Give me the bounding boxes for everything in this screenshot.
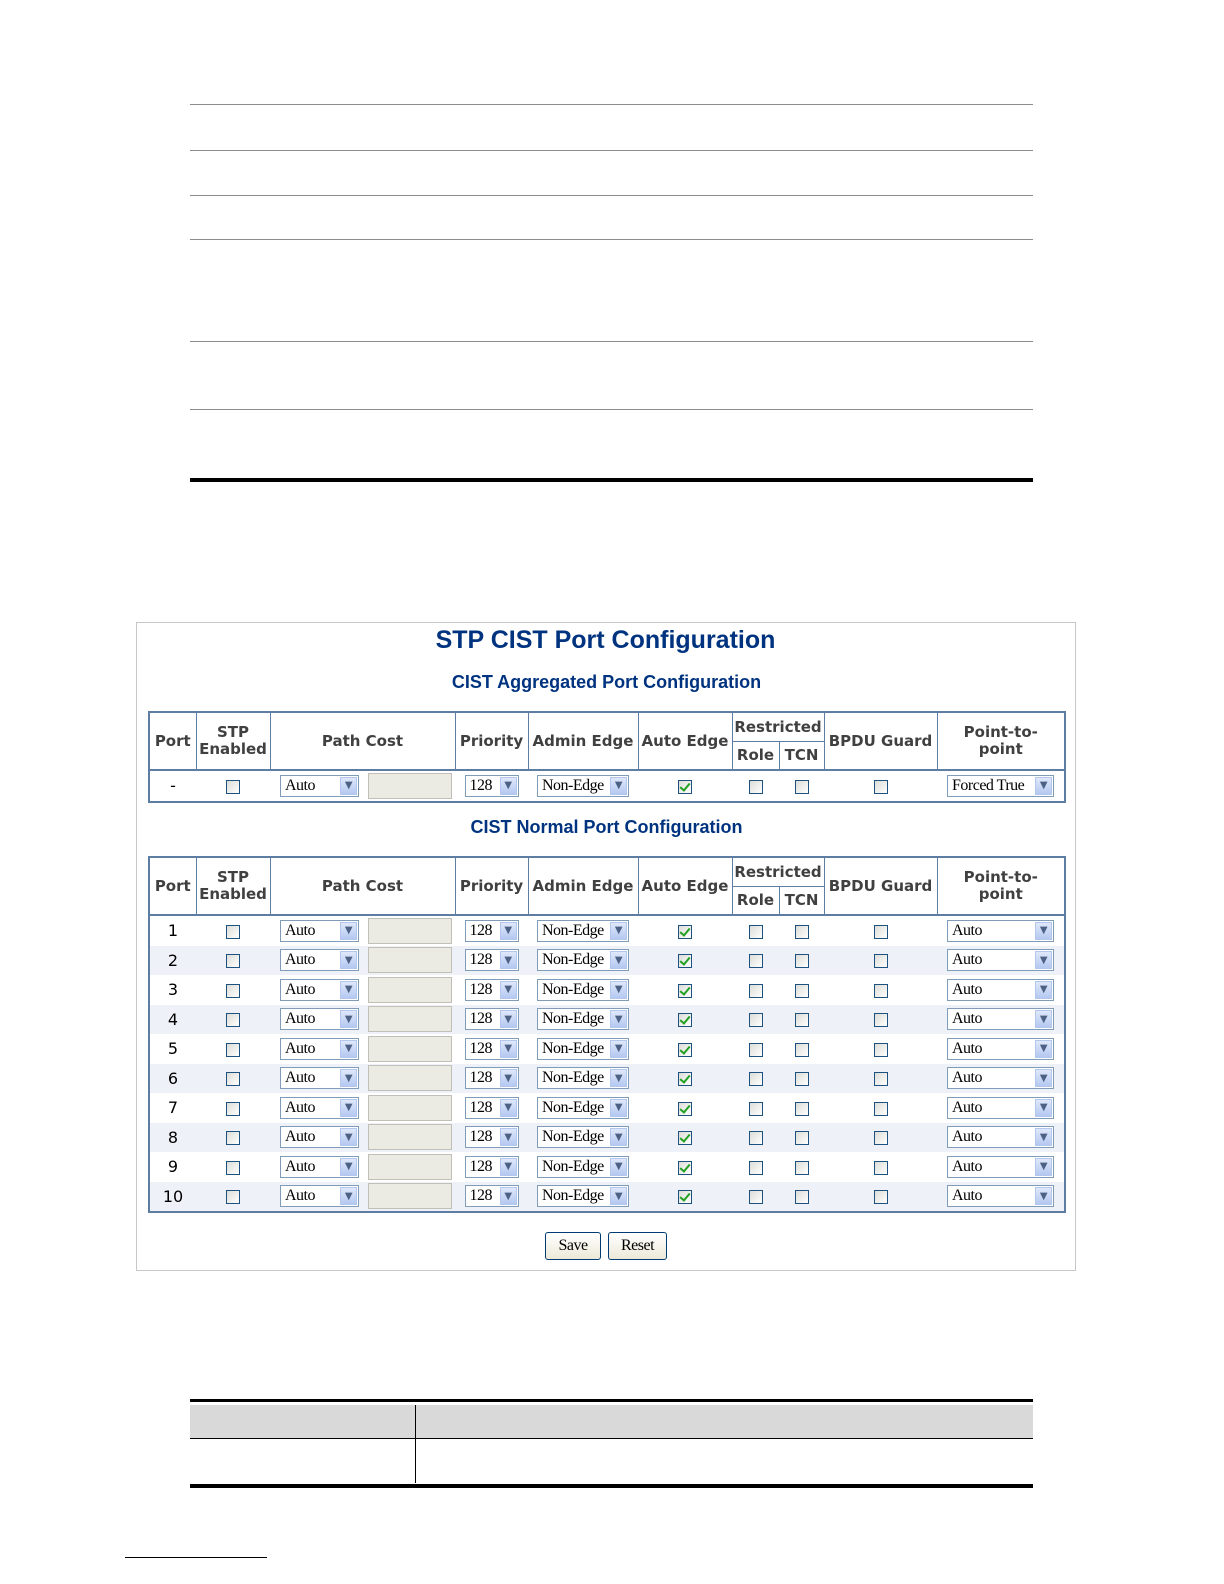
chevron-down-icon[interactable]: ▼ bbox=[1035, 1187, 1052, 1205]
restricted-role-checkbox[interactable] bbox=[749, 1190, 763, 1204]
col-admin-edge: Admin Edge bbox=[528, 712, 638, 770]
admin-edge-select[interactable]: Non-Edge ▼ bbox=[537, 1126, 629, 1148]
restricted-role-checkbox[interactable] bbox=[749, 984, 763, 998]
auto-edge-checkbox[interactable] bbox=[678, 1102, 692, 1116]
chevron-down-icon[interactable]: ▼ bbox=[500, 1099, 517, 1117]
stp-enabled-checkbox[interactable] bbox=[226, 1102, 240, 1116]
chevron-down-icon[interactable]: ▼ bbox=[500, 981, 517, 999]
chevron-down-icon[interactable]: ▼ bbox=[610, 981, 627, 999]
point-to-point-select[interactable]: Auto ▼ bbox=[947, 1126, 1054, 1148]
restricted-tcn-checkbox[interactable] bbox=[795, 984, 809, 998]
chevron-down-icon[interactable]: ▼ bbox=[340, 1158, 357, 1176]
chevron-down-icon[interactable]: ▼ bbox=[500, 1128, 517, 1146]
doc-table-header bbox=[190, 1405, 1033, 1438]
restricted-tcn-checkbox[interactable] bbox=[795, 1072, 809, 1086]
path-cost-input[interactable] bbox=[368, 1124, 452, 1150]
bpdu-guard-checkbox[interactable] bbox=[874, 1161, 888, 1175]
col-bpdu-guard: BPDU Guard bbox=[824, 712, 937, 770]
chevron-down-icon[interactable]: ▼ bbox=[610, 1099, 627, 1117]
doc-rule bbox=[190, 195, 1033, 196]
chevron-down-icon[interactable]: ▼ bbox=[340, 981, 357, 999]
path-cost-select[interactable]: Auto ▼ bbox=[280, 920, 359, 942]
chevron-down-icon[interactable]: ▼ bbox=[610, 1187, 627, 1205]
port-number: 9 bbox=[149, 1152, 196, 1182]
path-cost-input[interactable] bbox=[368, 1036, 452, 1062]
col-port: Port bbox=[149, 712, 196, 770]
path-cost-select[interactable]: Auto ▼ bbox=[280, 1156, 359, 1178]
priority-select[interactable]: 128 ▼ bbox=[465, 1008, 519, 1030]
restricted-role-checkbox[interactable] bbox=[749, 1072, 763, 1086]
auto-edge-checkbox[interactable] bbox=[678, 1131, 692, 1145]
col-stp-enabled: STP Enabled bbox=[196, 712, 270, 770]
bpdu-guard-checkbox[interactable] bbox=[874, 1013, 888, 1027]
admin-edge-select[interactable]: Non-Edge ▼ bbox=[537, 949, 629, 971]
col-tcn: TCN bbox=[779, 742, 824, 771]
chevron-down-icon[interactable]: ▼ bbox=[500, 922, 517, 940]
bpdu-guard-checkbox[interactable] bbox=[874, 1102, 888, 1116]
priority-select[interactable]: 128 ▼ bbox=[465, 1185, 519, 1207]
admin-edge-select[interactable]: Non-Edge ▼ bbox=[537, 979, 629, 1001]
restricted-role-checkbox[interactable] bbox=[749, 954, 763, 968]
table-row bbox=[149, 1064, 1065, 1094]
normal-port-table bbox=[148, 856, 1066, 1213]
path-cost-select[interactable]: Auto ▼ bbox=[280, 1067, 359, 1089]
point-to-point-select[interactable]: Forced True ▼ bbox=[947, 775, 1054, 797]
auto-edge-checkbox[interactable] bbox=[678, 1043, 692, 1057]
col-auto-edge: Auto Edge bbox=[638, 857, 732, 915]
table-row bbox=[149, 1093, 1065, 1123]
auto-edge-checkbox[interactable] bbox=[678, 1072, 692, 1086]
restricted-role-checkbox[interactable] bbox=[749, 925, 763, 939]
port-number: 4 bbox=[149, 1005, 196, 1035]
auto-edge-checkbox[interactable] bbox=[678, 984, 692, 998]
chevron-down-icon[interactable]: ▼ bbox=[500, 777, 517, 795]
priority-select[interactable]: 128 ▼ bbox=[465, 1156, 519, 1178]
path-cost-select[interactable]: Auto ▼ bbox=[280, 775, 359, 797]
path-cost-select[interactable]: Auto ▼ bbox=[280, 1038, 359, 1060]
table-row bbox=[149, 1034, 1065, 1064]
table-row bbox=[149, 946, 1065, 976]
path-cost-input[interactable] bbox=[368, 1154, 452, 1180]
chevron-down-icon[interactable]: ▼ bbox=[340, 1069, 357, 1087]
path-cost-select[interactable]: Auto ▼ bbox=[280, 1185, 359, 1207]
restricted-tcn-checkbox[interactable] bbox=[795, 925, 809, 939]
table-row bbox=[149, 1182, 1065, 1213]
stp-enabled-checkbox[interactable] bbox=[226, 925, 240, 939]
chevron-down-icon[interactable]: ▼ bbox=[500, 1069, 517, 1087]
chevron-down-icon[interactable]: ▼ bbox=[340, 951, 357, 969]
chevron-down-icon[interactable]: ▼ bbox=[610, 922, 627, 940]
restricted-tcn-checkbox[interactable] bbox=[795, 780, 809, 794]
doc-rule bbox=[190, 409, 1033, 410]
port-number: 6 bbox=[149, 1064, 196, 1094]
chevron-down-icon[interactable]: ▼ bbox=[340, 1128, 357, 1146]
doc-table-divider bbox=[415, 1405, 416, 1483]
admin-edge-select[interactable]: Non-Edge ▼ bbox=[537, 1067, 629, 1089]
doc-rule bbox=[190, 104, 1033, 105]
port-number: 5 bbox=[149, 1034, 196, 1064]
col-path-cost: Path Cost bbox=[270, 712, 455, 770]
restricted-tcn-checkbox[interactable] bbox=[795, 1131, 809, 1145]
admin-edge-select[interactable]: Non-Edge ▼ bbox=[537, 1038, 629, 1060]
col-port: Port bbox=[149, 857, 196, 915]
path-cost-input[interactable] bbox=[368, 1095, 452, 1121]
path-cost-select[interactable]: Auto ▼ bbox=[280, 979, 359, 1001]
chevron-down-icon[interactable]: ▼ bbox=[500, 951, 517, 969]
stp-enabled-checkbox[interactable] bbox=[226, 984, 240, 998]
path-cost-select[interactable]: Auto ▼ bbox=[280, 1097, 359, 1119]
port-number: 8 bbox=[149, 1123, 196, 1153]
priority-select[interactable]: 128 ▼ bbox=[465, 920, 519, 942]
col-stp-enabled: STP Enabled bbox=[196, 857, 270, 915]
col-restricted: Restricted bbox=[732, 712, 824, 742]
admin-edge-select[interactable]: Non-Edge ▼ bbox=[537, 1008, 629, 1030]
restricted-tcn-checkbox[interactable] bbox=[795, 954, 809, 968]
path-cost-input[interactable] bbox=[368, 947, 452, 973]
chevron-down-icon[interactable]: ▼ bbox=[500, 1010, 517, 1028]
col-bpdu-guard: BPDU Guard bbox=[824, 857, 937, 915]
path-cost-input[interactable] bbox=[368, 1006, 452, 1032]
point-to-point-select[interactable]: Auto ▼ bbox=[947, 949, 1054, 971]
point-to-point-select[interactable]: Auto ▼ bbox=[947, 979, 1054, 1001]
stp-enabled-checkbox[interactable] bbox=[226, 780, 240, 794]
doc-rule bbox=[190, 150, 1033, 151]
bpdu-guard-checkbox[interactable] bbox=[874, 984, 888, 998]
chevron-down-icon[interactable]: ▼ bbox=[340, 1187, 357, 1205]
bpdu-guard-checkbox[interactable] bbox=[874, 954, 888, 968]
stp-enabled-checkbox[interactable] bbox=[226, 1072, 240, 1086]
priority-select[interactable]: 128 ▼ bbox=[465, 979, 519, 1001]
bpdu-guard-checkbox[interactable] bbox=[874, 1131, 888, 1145]
path-cost-input[interactable] bbox=[368, 773, 452, 799]
col-priority: Priority bbox=[455, 712, 528, 770]
path-cost-input[interactable] bbox=[368, 1183, 452, 1209]
chevron-down-icon[interactable]: ▼ bbox=[610, 1010, 627, 1028]
chevron-down-icon[interactable]: ▼ bbox=[1035, 1128, 1052, 1146]
doc-rule-thick bbox=[190, 478, 1033, 482]
path-cost-select[interactable]: Auto ▼ bbox=[280, 1126, 359, 1148]
chevron-down-icon[interactable]: ▼ bbox=[500, 1187, 517, 1205]
path-cost-select[interactable]: Auto ▼ bbox=[280, 949, 359, 971]
admin-edge-select[interactable]: Non-Edge ▼ bbox=[537, 775, 629, 797]
path-cost-input[interactable] bbox=[368, 977, 452, 1003]
auto-edge-checkbox[interactable] bbox=[678, 954, 692, 968]
normal-heading: CIST Normal Port Configuration bbox=[470, 817, 743, 837]
aggregated-port-table bbox=[148, 711, 1066, 803]
chevron-down-icon[interactable]: ▼ bbox=[340, 922, 357, 940]
priority-select[interactable]: 128 ▼ bbox=[465, 1038, 519, 1060]
table-row bbox=[149, 975, 1065, 1005]
restricted-tcn-checkbox[interactable] bbox=[795, 1043, 809, 1057]
chevron-down-icon[interactable]: ▼ bbox=[1035, 1010, 1052, 1028]
col-restricted: Restricted bbox=[732, 857, 824, 887]
table-row bbox=[149, 1005, 1065, 1035]
col-point-to-point: Point-to- point bbox=[937, 712, 1065, 770]
point-to-point-select[interactable]: Auto ▼ bbox=[947, 920, 1054, 942]
chevron-down-icon[interactable]: ▼ bbox=[500, 1040, 517, 1058]
doc-rule bbox=[190, 239, 1033, 240]
chevron-down-icon[interactable]: ▼ bbox=[1035, 981, 1052, 999]
restricted-role-checkbox[interactable] bbox=[749, 1161, 763, 1175]
priority-select[interactable]: 128 ▼ bbox=[465, 1097, 519, 1119]
stp-enabled-checkbox[interactable] bbox=[226, 954, 240, 968]
auto-edge-checkbox[interactable] bbox=[678, 1013, 692, 1027]
chevron-down-icon[interactable]: ▼ bbox=[610, 1069, 627, 1087]
auto-edge-checkbox[interactable] bbox=[678, 1190, 692, 1204]
chevron-down-icon[interactable]: ▼ bbox=[1035, 1158, 1052, 1176]
table-row bbox=[149, 1123, 1065, 1153]
stp-enabled-checkbox[interactable] bbox=[226, 1013, 240, 1027]
col-path-cost: Path Cost bbox=[270, 857, 455, 915]
point-to-point-select[interactable]: Auto ▼ bbox=[947, 1067, 1054, 1089]
chevron-down-icon[interactable]: ▼ bbox=[1035, 951, 1052, 969]
footer-rule bbox=[125, 1557, 267, 1558]
stp-enabled-checkbox[interactable] bbox=[226, 1161, 240, 1175]
point-to-point-select[interactable]: Auto ▼ bbox=[947, 1156, 1054, 1178]
chevron-down-icon[interactable]: ▼ bbox=[500, 1158, 517, 1176]
chevron-down-icon[interactable]: ▼ bbox=[1035, 1099, 1052, 1117]
chevron-down-icon[interactable]: ▼ bbox=[340, 1099, 357, 1117]
col-auto-edge: Auto Edge bbox=[638, 712, 732, 770]
col-role: Role bbox=[732, 742, 779, 771]
path-cost-select[interactable]: Auto ▼ bbox=[280, 1008, 359, 1030]
path-cost-input[interactable] bbox=[368, 918, 452, 944]
stp-enabled-checkbox[interactable] bbox=[226, 1131, 240, 1145]
aggregated-heading: CIST Aggregated Port Configuration bbox=[451, 672, 762, 692]
priority-select[interactable]: 128 ▼ bbox=[465, 775, 519, 797]
priority-select[interactable]: 128 ▼ bbox=[465, 949, 519, 971]
admin-edge-select[interactable]: Non-Edge ▼ bbox=[537, 1097, 629, 1119]
chevron-down-icon[interactable]: ▼ bbox=[610, 1040, 627, 1058]
chevron-down-icon[interactable]: ▼ bbox=[1035, 777, 1052, 795]
port-number: 2 bbox=[149, 946, 196, 976]
restricted-role-checkbox[interactable] bbox=[749, 1131, 763, 1145]
point-to-point-select[interactable]: Auto ▼ bbox=[947, 1008, 1054, 1030]
restricted-tcn-checkbox[interactable] bbox=[795, 1190, 809, 1204]
restricted-role-checkbox[interactable] bbox=[749, 1102, 763, 1116]
restricted-role-checkbox[interactable] bbox=[749, 1043, 763, 1057]
bpdu-guard-checkbox[interactable] bbox=[874, 925, 888, 939]
chevron-down-icon[interactable]: ▼ bbox=[340, 777, 357, 795]
table-row bbox=[149, 1152, 1065, 1182]
chevron-down-icon[interactable]: ▼ bbox=[610, 1158, 627, 1176]
stp-enabled-checkbox[interactable] bbox=[226, 1043, 240, 1057]
auto-edge-checkbox[interactable] bbox=[678, 925, 692, 939]
point-to-point-select[interactable]: Auto ▼ bbox=[947, 1038, 1054, 1060]
chevron-down-icon[interactable]: ▼ bbox=[1035, 1040, 1052, 1058]
doc-table-bottom-rule bbox=[190, 1484, 1033, 1488]
chevron-down-icon[interactable]: ▼ bbox=[610, 951, 627, 969]
restricted-role-checkbox[interactable] bbox=[749, 780, 763, 794]
col-admin-edge: Admin Edge bbox=[528, 857, 638, 915]
col-point-to-point: Point-to- point bbox=[937, 857, 1065, 915]
priority-select[interactable]: 128 ▼ bbox=[465, 1126, 519, 1148]
port-number: 7 bbox=[149, 1093, 196, 1123]
chevron-down-icon[interactable]: ▼ bbox=[340, 1010, 357, 1028]
port-number: 3 bbox=[149, 975, 196, 1005]
chevron-down-icon[interactable]: ▼ bbox=[610, 1128, 627, 1146]
admin-edge-select[interactable]: Non-Edge ▼ bbox=[537, 1156, 629, 1178]
bpdu-guard-checkbox[interactable] bbox=[874, 1043, 888, 1057]
chevron-down-icon[interactable]: ▼ bbox=[1035, 922, 1052, 940]
point-to-point-select[interactable]: Auto ▼ bbox=[947, 1097, 1054, 1119]
restricted-tcn-checkbox[interactable] bbox=[795, 1102, 809, 1116]
save-button[interactable]: Save bbox=[545, 1232, 601, 1260]
col-tcn: TCN bbox=[779, 887, 824, 916]
chevron-down-icon[interactable]: ▼ bbox=[610, 777, 627, 795]
table-row bbox=[149, 915, 1065, 946]
stp-enabled-checkbox[interactable] bbox=[226, 1190, 240, 1204]
priority-select[interactable]: 128 ▼ bbox=[465, 1067, 519, 1089]
chevron-down-icon[interactable]: ▼ bbox=[1035, 1069, 1052, 1087]
auto-edge-checkbox[interactable] bbox=[678, 780, 692, 794]
point-to-point-select[interactable]: Auto ▼ bbox=[947, 1185, 1054, 1207]
port-number: 10 bbox=[149, 1182, 196, 1213]
bpdu-guard-checkbox[interactable] bbox=[874, 1190, 888, 1204]
reset-button[interactable]: Reset bbox=[608, 1232, 667, 1260]
admin-edge-select[interactable]: Non-Edge ▼ bbox=[537, 1185, 629, 1207]
doc-table-header-rule bbox=[190, 1438, 1033, 1439]
restricted-role-checkbox[interactable] bbox=[749, 1013, 763, 1027]
table-row bbox=[149, 770, 1065, 802]
col-role: Role bbox=[732, 887, 779, 916]
page-title: STP CIST Port Configuration bbox=[435, 626, 776, 654]
restricted-tcn-checkbox[interactable] bbox=[795, 1013, 809, 1027]
admin-edge-select[interactable]: Non-Edge ▼ bbox=[537, 920, 629, 942]
bpdu-guard-checkbox[interactable] bbox=[874, 780, 888, 794]
col-priority: Priority bbox=[455, 857, 528, 915]
restricted-tcn-checkbox[interactable] bbox=[795, 1161, 809, 1175]
doc-rule bbox=[190, 341, 1033, 342]
chevron-down-icon[interactable]: ▼ bbox=[340, 1040, 357, 1058]
port-number: - bbox=[149, 770, 196, 802]
port-number: 1 bbox=[149, 915, 196, 946]
auto-edge-checkbox[interactable] bbox=[678, 1161, 692, 1175]
path-cost-input[interactable] bbox=[368, 1065, 452, 1091]
bpdu-guard-checkbox[interactable] bbox=[874, 1072, 888, 1086]
